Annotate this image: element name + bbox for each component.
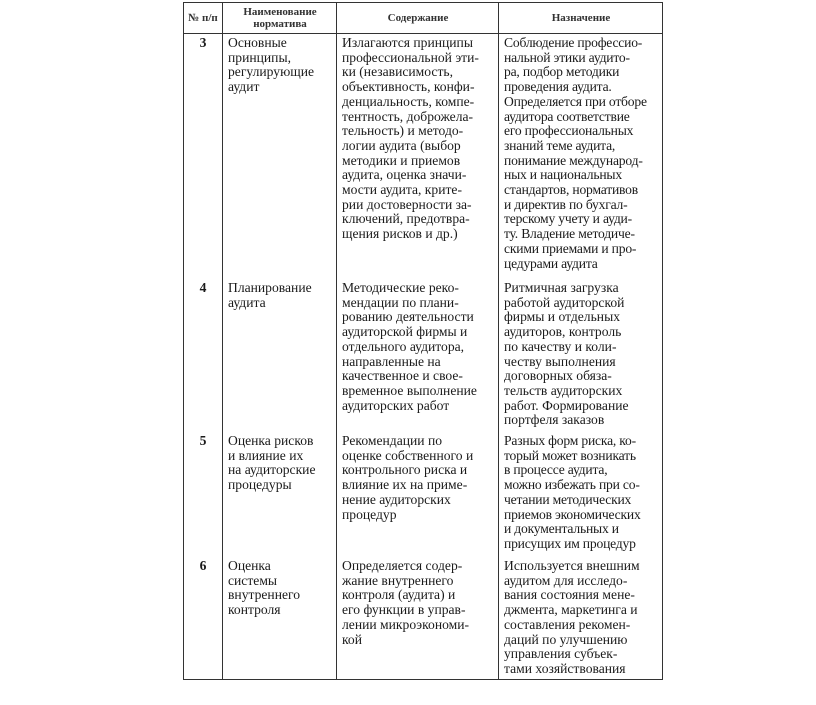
header-content: Содержание <box>387 12 449 24</box>
standard-purpose: Используется внешним аудитом для исследо- вания состояния мене- джмента, маркетинга и составления рекомен- даций по улучшению управления субъек- тами хозяйствования <box>504 558 640 676</box>
standard-name: Оценка рисков и влияние их на аудиторские процедуры <box>228 433 316 493</box>
row-number: 3 <box>199 35 207 50</box>
standard-name: Основные принципы, регулирующие аудит <box>228 35 315 95</box>
header-divider <box>184 33 662 34</box>
row-number: 4 <box>199 280 207 295</box>
standard-content: Излагаются принципы профессиональной эти- ки (независимость, объективность, конфи- денциальность, компе- тентность, доброжела- тельность) и методо- логии аудита (выбор методики и приемов аудита, оценка значи- мости аудита, крите- рии достоверности за- ключений, предотвра- щения рисков и др.) <box>342 35 479 242</box>
standard-name: Планирование аудита <box>228 280 312 310</box>
standard-purpose: Разных форм риска, ко- торый может возникать в процессе аудита, можно избежать при со- четании методических приемов экономических и документальных и присущих им процедур <box>504 433 641 551</box>
standard-purpose: Соблюдение профессио- нальной этики аудито- ра, подбор методики проведения аудита. Определяется при отборе аудитора соответствие его профессиональных знаний теме аудита, понимание международ- ных и национальных стандартов, нормативов и директив по бухгал- терскому учету и ауди- ту. Владение методиче- скими приемами и про- цедурами аудита <box>504 35 647 271</box>
header-name: Наименование норматива <box>243 6 317 30</box>
row-number: 6 <box>199 558 207 573</box>
column-divider <box>498 3 499 679</box>
audit-standards-table <box>183 2 663 680</box>
column-divider <box>336 3 337 679</box>
standard-content: Рекомендации по оценке собственного и контрольного риска и влияние их на приме- нение аудиторских процедур <box>342 433 474 522</box>
column-divider <box>222 3 223 679</box>
header-num: № п/п <box>188 12 218 24</box>
standard-name: Оценка системы внутреннего контроля <box>228 558 301 618</box>
standard-content: Определяется содер- жание внутреннего контроля (аудита) и его функции в управ- лении микроэкономи- кой <box>342 558 470 647</box>
standard-purpose: Ритмичная загрузка работой аудиторской фирмы и отдельных аудиторов, контроль по качеству и коли- честву выполнения договорных обяза- тельств аудиторских работ. Формирование портфеля заказов <box>504 280 629 428</box>
row-number: 5 <box>199 433 207 448</box>
header-purpose: Назначение <box>551 12 611 24</box>
standard-content: Методические реко- мендации по плани- рованию деятельности аудиторской фирмы и отдельного аудитора, направленные на качественное и свое- временное выполнение аудиторских работ <box>342 280 477 413</box>
